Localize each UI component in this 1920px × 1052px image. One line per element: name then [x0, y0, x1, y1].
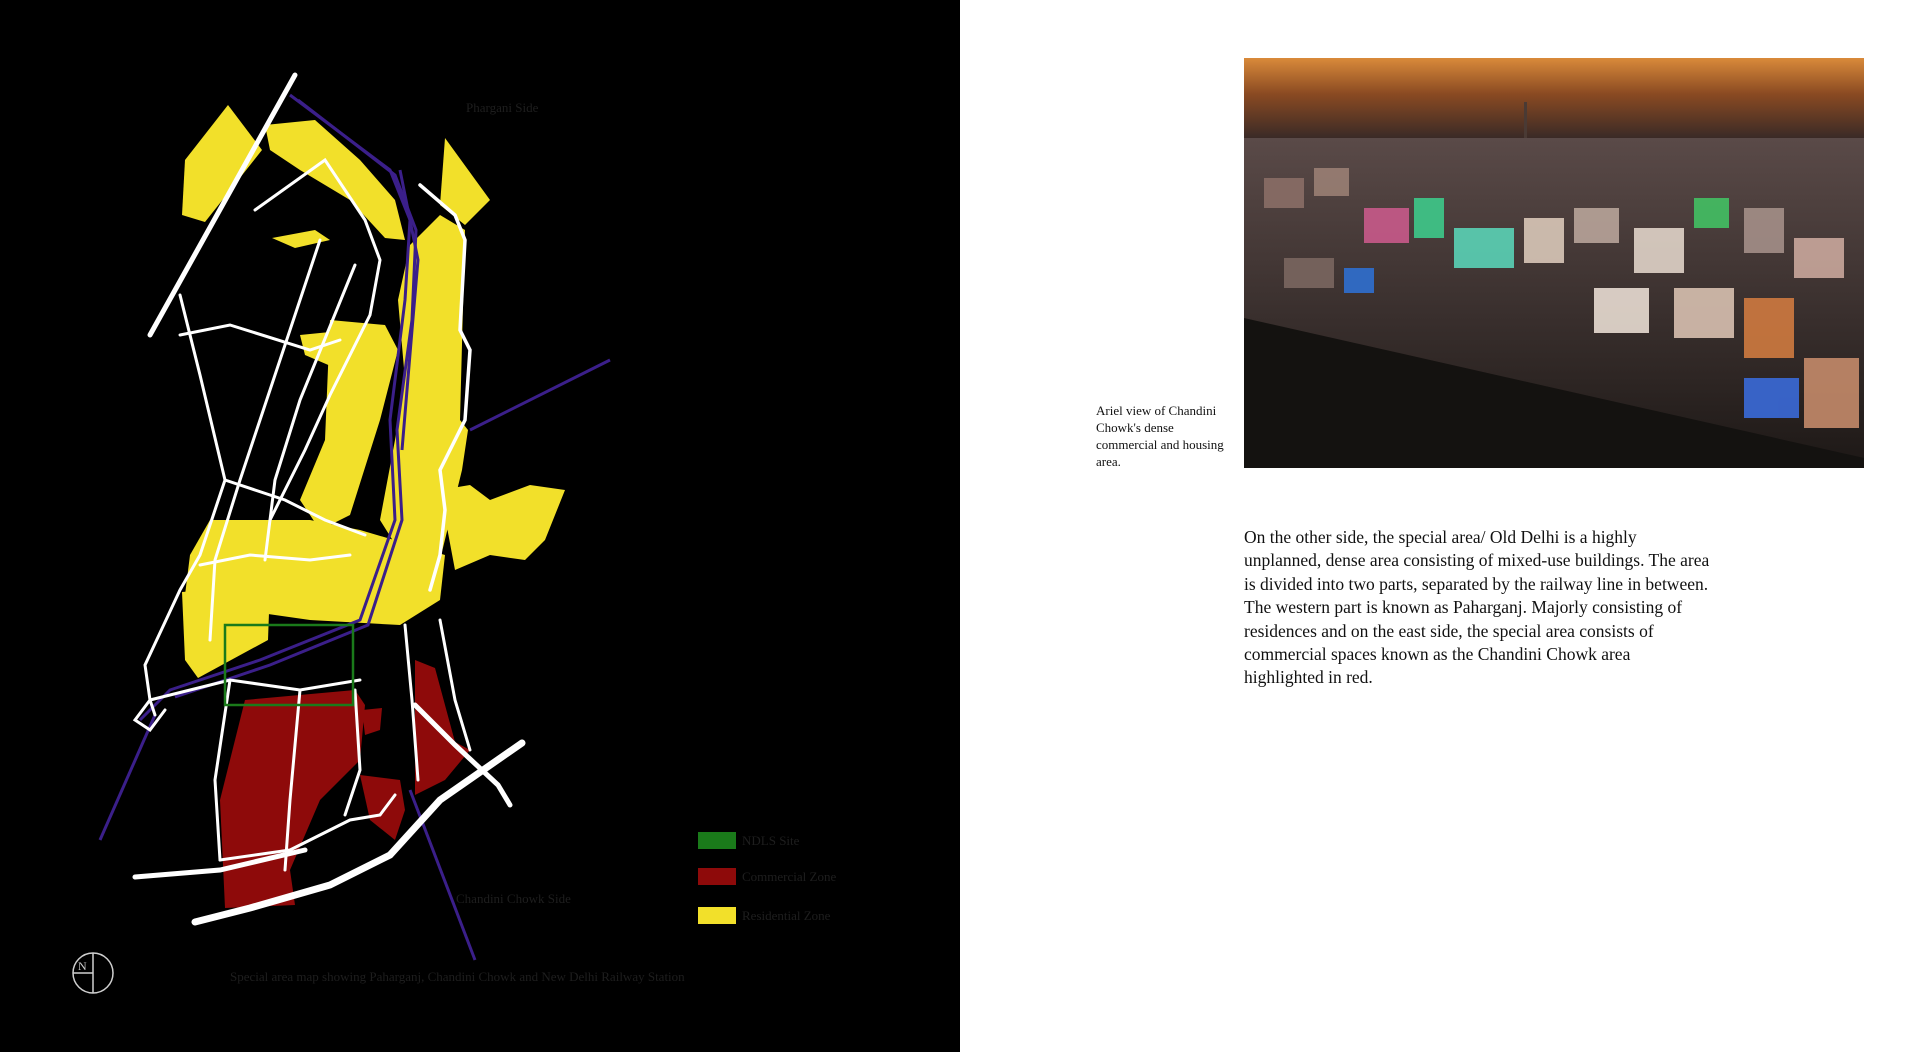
commercial-zone-small-1	[362, 708, 382, 735]
legend-swatch-residential-zone	[698, 907, 736, 924]
photo-caption: Ariel view of Chandini Chowk's dense commercial and housing area.	[1096, 403, 1224, 469]
aerial-photo	[1244, 58, 1864, 468]
railway-line-south	[410, 790, 475, 960]
commercial-zones	[220, 660, 470, 908]
residential-zones	[182, 105, 565, 678]
chimney	[1524, 102, 1527, 138]
railway-line-east	[470, 360, 610, 430]
north-arrow-icon	[70, 950, 116, 996]
residential-zone-north	[265, 120, 405, 240]
legend-label-commercial-zone: Commercial Zone	[742, 868, 837, 884]
map-label-paharganj-side: Phargani Side	[466, 100, 539, 115]
legend-item-residential-zone	[698, 907, 830, 924]
residential-zone-northeast	[440, 138, 490, 225]
legend-label-ndls-site: NDLS Site	[742, 832, 800, 848]
legend-label-residential-zone: Residential Zone	[742, 907, 831, 923]
north-letter: N	[78, 959, 87, 973]
legend-item-commercial-zone	[698, 868, 836, 885]
residential-zone-east	[440, 485, 565, 570]
legend-swatch-commercial-zone	[698, 868, 736, 885]
residential-zone-north-strip	[272, 230, 330, 248]
commercial-zone-south-east	[360, 775, 405, 840]
map-label-chandini-chowk-side: Chandini Chowk Side	[456, 891, 571, 906]
text-panel	[960, 0, 1920, 1052]
body-paragraph: On the other side, the special area/ Old Delhi is a highly unplanned, dense area consisting of mixed-use buildings. The area is divided into two parts, separated by the railway line in between. The western part is known as Paharganj. Majorly consisting of residences and on the east side, the special area consists of commercial spaces known as the Chandini Chowk area highlighted in red.	[1244, 527, 1710, 688]
railway-line-southwest	[100, 715, 155, 840]
map-caption: Special area map showing Paharganj, Chandini Chowk and New Delhi Railway Station	[230, 969, 685, 984]
legend-item-ndls-site	[698, 832, 799, 849]
aerial-photo-image	[1244, 58, 1864, 468]
legend-swatch-ndls-site	[698, 832, 736, 849]
